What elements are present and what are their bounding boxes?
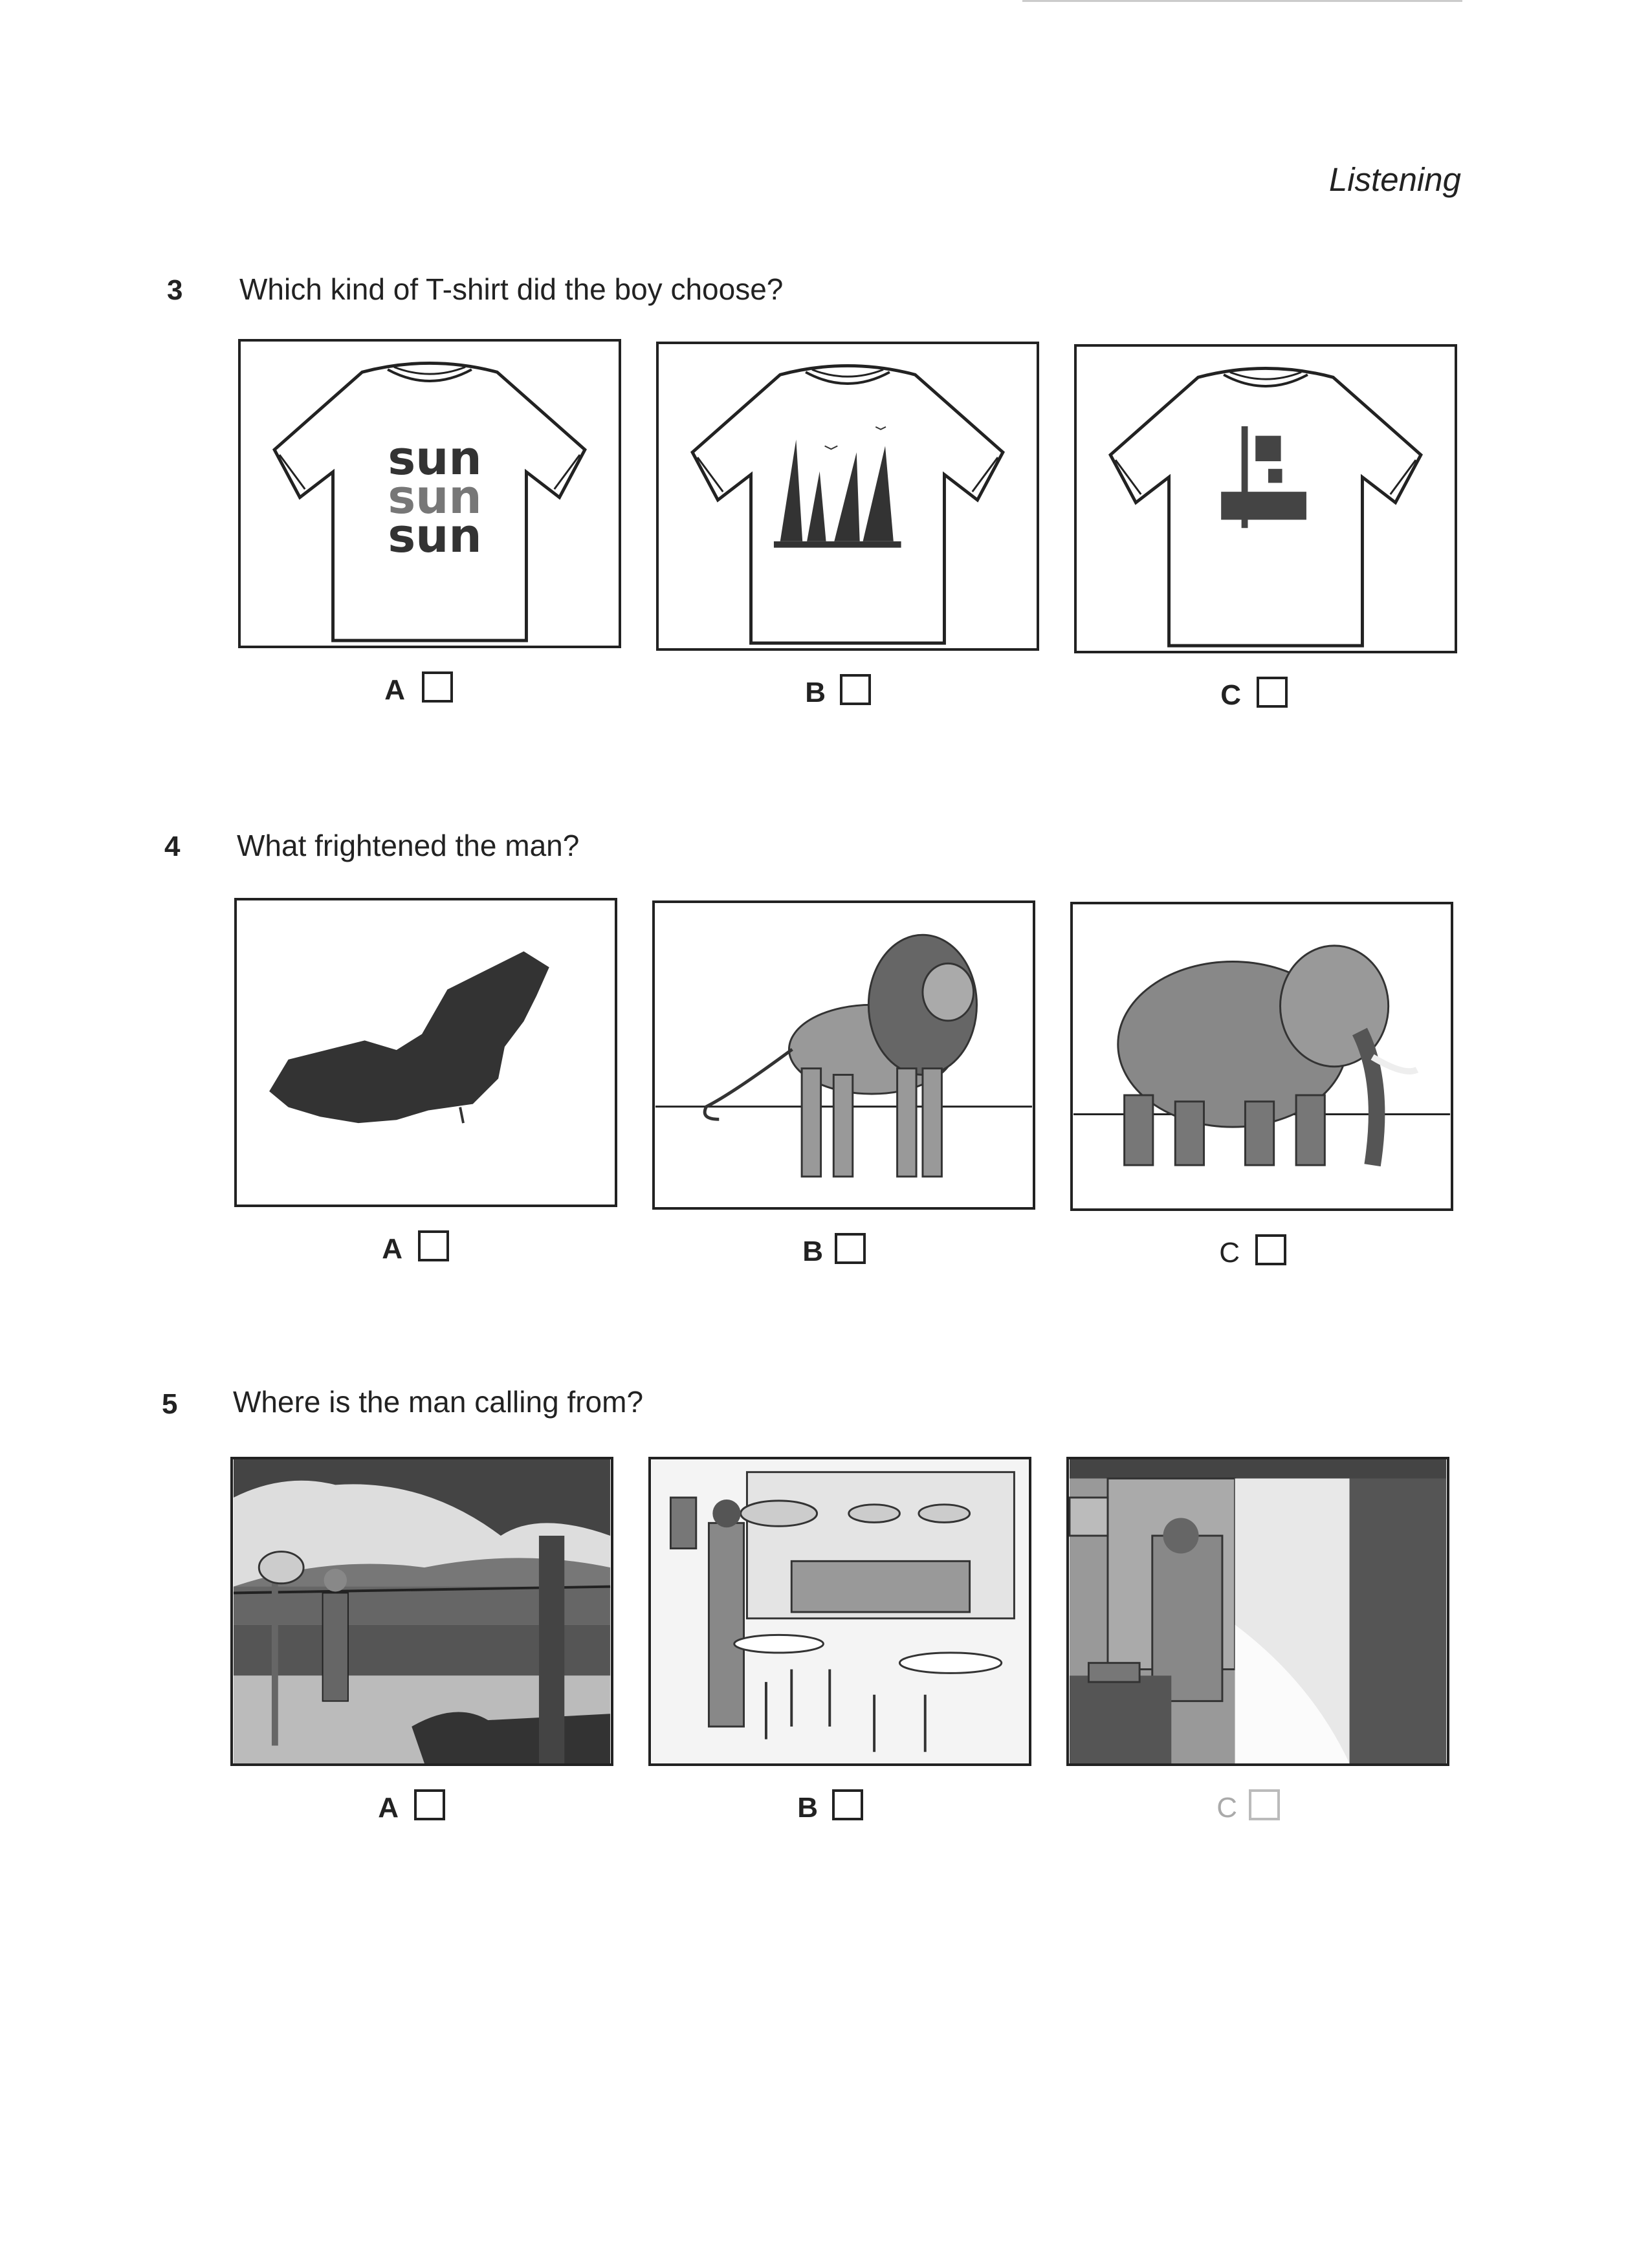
house-icon: [1069, 1459, 1447, 1763]
shirt-text-2: sun: [388, 470, 482, 524]
shirt-text-3: sun: [388, 508, 482, 563]
shirt-text-1: sun: [388, 431, 482, 485]
river-bridge-icon: [233, 1459, 611, 1763]
option-c[interactable]: [1066, 1457, 1449, 1824]
answer-checkbox-c[interactable]: [1257, 677, 1288, 708]
answer-checkbox-a[interactable]: [414, 1789, 445, 1820]
cafe-icon: [651, 1459, 1029, 1763]
option-b[interactable]: [656, 342, 1039, 708]
river-phone-box-image: [230, 1457, 613, 1766]
option-a[interactable]: [230, 1457, 613, 1824]
option-letter: A: [378, 1792, 399, 1824]
option-letter: C: [1216, 1792, 1237, 1824]
bat-image: [234, 898, 617, 1207]
answer-checkbox-c[interactable]: [1249, 1789, 1280, 1820]
option-a[interactable]: [238, 339, 621, 706]
answer-checkbox-c[interactable]: [1255, 1234, 1286, 1265]
answer-checkbox-a[interactable]: [418, 1230, 449, 1261]
cafe-payphone-image: [648, 1457, 1031, 1766]
scan-edge: [1022, 0, 1462, 2]
t-shirt-boats-image: [656, 342, 1039, 651]
answer-checkbox-b[interactable]: [832, 1789, 863, 1820]
option-letter: C: [1219, 1237, 1240, 1269]
answer-checkbox-b[interactable]: [835, 1233, 866, 1264]
question-number: 5: [162, 1388, 178, 1420]
option-c[interactable]: [1074, 344, 1457, 711]
elephant-image: [1070, 902, 1453, 1211]
option-letter: B: [805, 677, 826, 708]
option-letter: A: [382, 1233, 402, 1265]
lion-image: [652, 900, 1035, 1210]
question-text: What frightened the man?: [237, 829, 580, 862]
t-shirt-icon: [1077, 347, 1455, 651]
option-b[interactable]: [652, 900, 1035, 1267]
question-number: 3: [167, 274, 183, 306]
lion-icon: [655, 903, 1033, 1207]
answer-checkbox-a[interactable]: [422, 671, 453, 703]
question-text: Which kind of T-shirt did the boy choose?: [239, 272, 784, 306]
question-number: 4: [164, 831, 181, 862]
option-letter: B: [797, 1792, 818, 1824]
question-text: Where is the man calling from?: [233, 1385, 644, 1419]
option-letter: B: [802, 1236, 823, 1267]
elephant-icon: [1073, 904, 1451, 1208]
house-phone-image: [1066, 1457, 1449, 1766]
sailboats-icon: [774, 439, 901, 547]
section-title: Listening: [1328, 161, 1461, 198]
t-shirt-icon: [659, 344, 1037, 648]
option-letter: C: [1220, 679, 1241, 711]
t-shirt-sun-image: [238, 339, 621, 648]
answer-checkbox-b[interactable]: [840, 674, 871, 705]
geometric-blocks-icon: [1221, 426, 1306, 528]
option-b[interactable]: [648, 1457, 1031, 1824]
t-shirt-blocks-image: [1074, 344, 1457, 653]
option-letter: A: [384, 674, 405, 706]
option-c[interactable]: [1070, 902, 1453, 1269]
bat-icon: [237, 900, 615, 1205]
option-a[interactable]: [234, 898, 617, 1265]
